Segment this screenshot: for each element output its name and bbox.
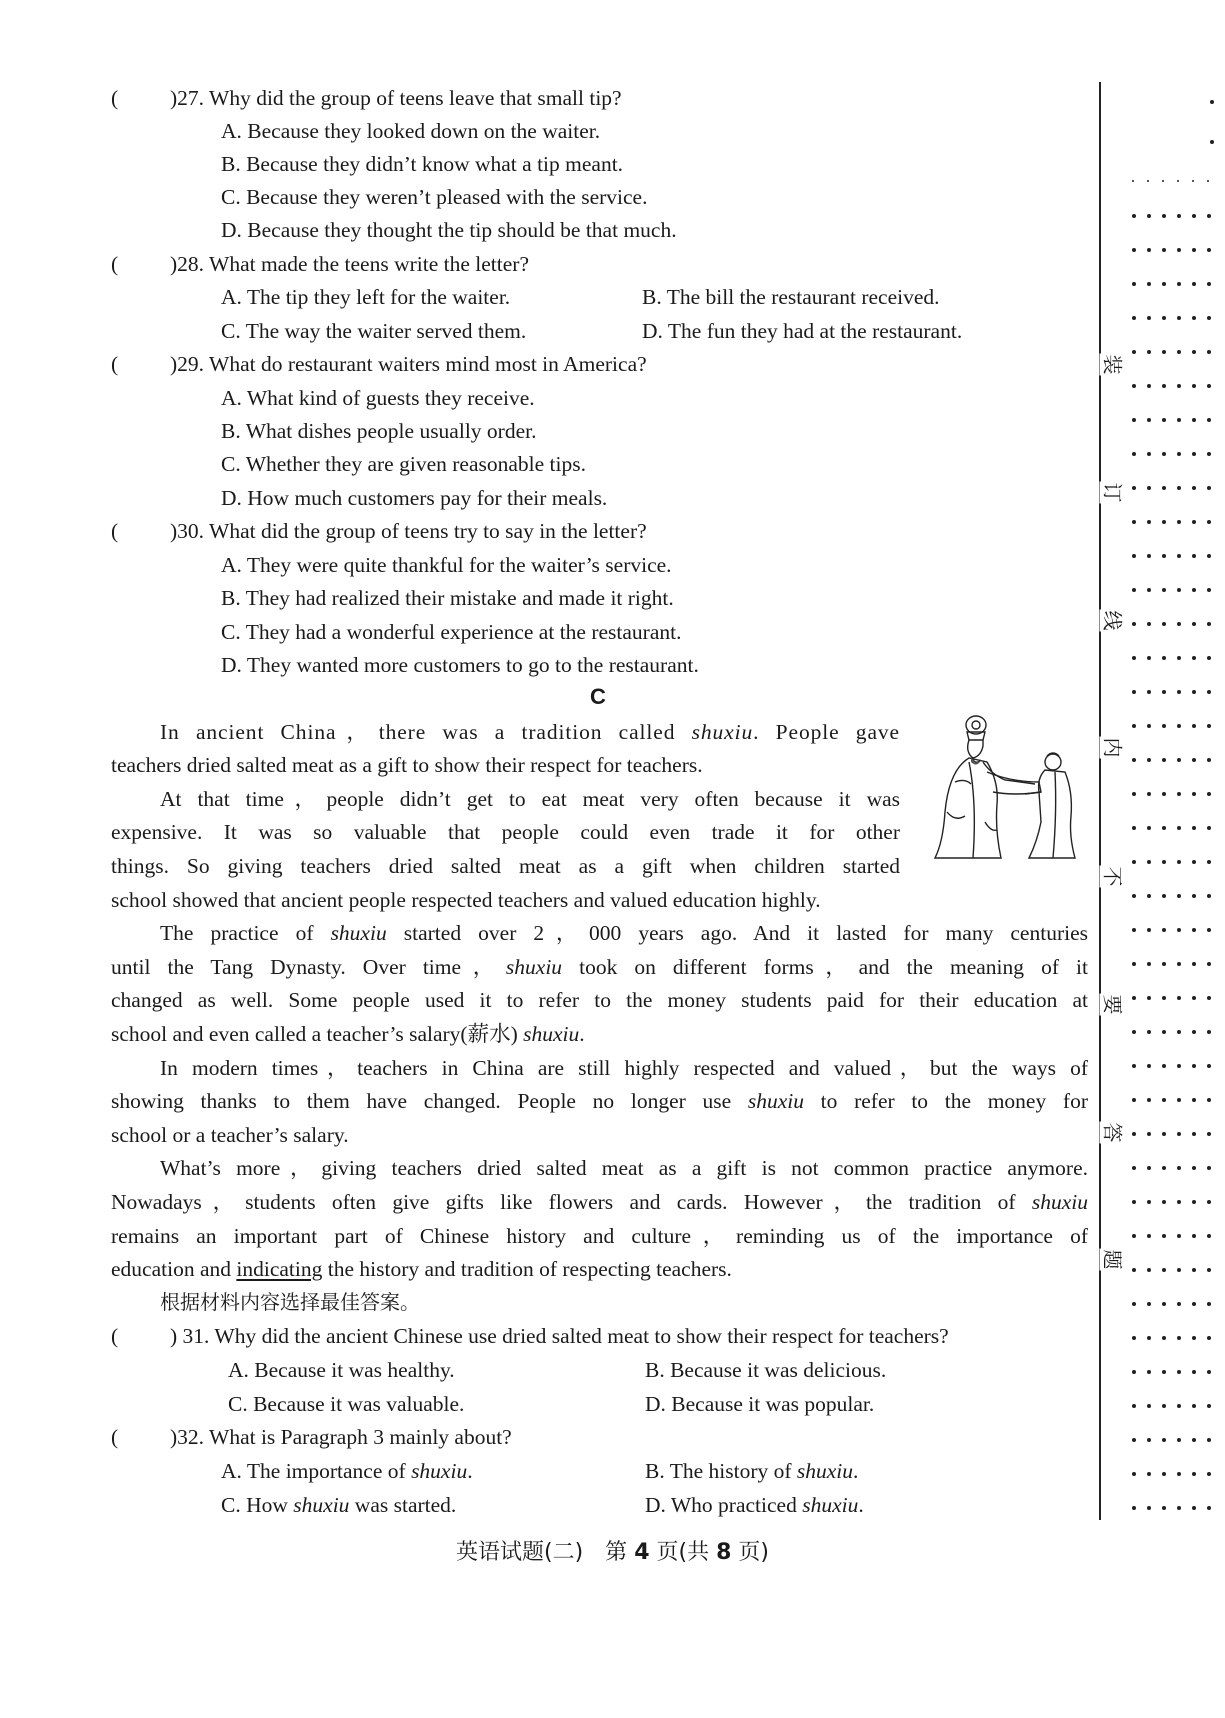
q29-option-b: B. What dishes people usually order. [221, 419, 537, 443]
q31-option-a: A. Because it was healthy. [228, 1358, 455, 1382]
q30-option-a: A. They were quite thankful for the waiter’s service. [221, 553, 672, 577]
passage-line: remains an important part of Chinese history and culture，reminding us of the importance of [111, 1224, 1088, 1248]
instruction: 根据材料内容选择最佳答案。 [160, 1290, 420, 1314]
q28-option-c: C. The way the waiter served them. [221, 319, 527, 343]
answer-bracket[interactable]: ( [111, 86, 119, 110]
q29-option-c: C. Whether they are given reasonable tips. [221, 452, 586, 476]
passage-line: education and indicating the history and tradition of respecting teachers. [111, 1257, 732, 1281]
passage-line: until the Tang Dynasty. Over time，shuxiu took on different forms，and the meaning of it [111, 955, 1088, 979]
answer-bracket[interactable]: ( [111, 1324, 119, 1348]
q32-option-b: B. The history of shuxiu. [645, 1459, 859, 1483]
question-28: )28. What made the teens write the letter? [170, 252, 529, 276]
q30-option-b: B. They had realized their mistake and made it right. [221, 586, 674, 610]
binding-char: 要 [1100, 994, 1129, 1016]
passage-line: showing thanks to them have changed. People no longer use shuxiu to refer to the money for [111, 1089, 1088, 1113]
q32-option-d: D. Who practiced shuxiu. [645, 1493, 864, 1517]
q30-option-c: C. They had a wonderful experience at the restaurant. [221, 620, 682, 644]
question-32: )32. What is Paragraph 3 mainly about? [170, 1425, 512, 1449]
q28-option-b: B. The bill the restaurant received. [642, 285, 940, 309]
q27-option-c: C. Because they weren’t pleased with the service. [221, 185, 648, 209]
section-heading: C [590, 684, 606, 709]
passage-line: The practice of shuxiu started over 2，000 years ago. And it lasted for many centuries [160, 921, 1088, 945]
question-31: ) 31. Why did the ancient Chinese use dried salted meat to show their respect for teachers? [170, 1324, 949, 1348]
passage-line: expensive. It was so valuable that people could even trade it for other [111, 820, 900, 844]
passage-line: things. So giving teachers dried salted meat as a gift when children started [111, 854, 900, 878]
passage-line: In ancient China，there was a tradition called shuxiu. People gave [160, 720, 900, 744]
q28-option-a: A. The tip they left for the waiter. [221, 285, 511, 309]
q30-option-d: D. They wanted more customers to go to the restaurant. [221, 653, 699, 677]
page-footer: 英语试题(二) 第 4 页(共 8 页) [456, 1540, 769, 1565]
answer-bracket[interactable]: ( [111, 252, 119, 276]
question-27: )27. Why did the group of teens leave that small tip? [170, 86, 622, 110]
underlined-word: indicating [236, 1257, 323, 1281]
q27-option-a: A. Because they looked down on the waiter. [221, 119, 601, 143]
q31-option-d: D. Because it was popular. [645, 1392, 875, 1416]
q29-option-a: A. What kind of guests they receive. [221, 386, 535, 410]
q29-option-d: D. How much customers pay for their meals. [221, 486, 608, 510]
question-29: )29. What do restaurant waiters mind most in America? [170, 352, 647, 376]
binding-char: 内 [1100, 737, 1129, 759]
q27-option-d: D. Because they thought the tip should be that much. [221, 218, 677, 242]
passage-line: At that time，people didn’t get to eat meat very often because it was [160, 787, 900, 811]
passage-line: school showed that ancient people respected teachers and valued education highly. [111, 888, 821, 912]
binding-char: 不 [1100, 866, 1129, 888]
q32-option-c: C. How shuxiu was started. [221, 1493, 457, 1517]
q32-option-a: A. The importance of shuxiu. [221, 1459, 473, 1483]
teacher-student-illustration [925, 712, 1090, 860]
q27-option-b: B. Because they didn’t know what a tip meant. [221, 152, 624, 176]
binding-line [1099, 82, 1101, 1520]
answer-bracket[interactable]: ( [111, 519, 119, 543]
passage-line: What’s more，giving teachers dried salted meat as a gift is not common practice anymore. [160, 1156, 1088, 1180]
passage-line: Nowadays，students often give gifts like flowers and cards. However，the tradition of shuxiu [111, 1190, 1088, 1214]
q31-option-c: C. Because it was valuable. [228, 1392, 465, 1416]
binding-char: 订 [1100, 482, 1129, 504]
passage-line: school or a teacher’s salary. [111, 1123, 349, 1147]
binding-char: 装 [1100, 354, 1129, 376]
answer-bracket[interactable]: ( [111, 1425, 119, 1449]
binding-char: 题 [1100, 1249, 1129, 1271]
binding-char: 答 [1100, 1122, 1129, 1144]
answer-bracket[interactable]: ( [111, 352, 119, 376]
q31-option-b: B. Because it was delicious. [645, 1358, 887, 1382]
passage-line: changed as well. Some people used it to refer to the money students paid for their education at [111, 988, 1088, 1012]
passage-line: In modern times，teachers in China are still highly respected and valued，but the ways of [160, 1056, 1088, 1080]
binding-dots [1130, 80, 1210, 1540]
question-30: )30. What did the group of teens try to say in the letter? [170, 519, 647, 543]
passage-line: teachers dried salted meat as a gift to show their respect for teachers. [111, 753, 703, 777]
q28-option-d: D. The fun they had at the restaurant. [642, 319, 963, 343]
binding-char: 线 [1100, 610, 1129, 632]
passage-line: school and even called a teacher’s salary(薪水) shuxiu. [111, 1022, 585, 1046]
